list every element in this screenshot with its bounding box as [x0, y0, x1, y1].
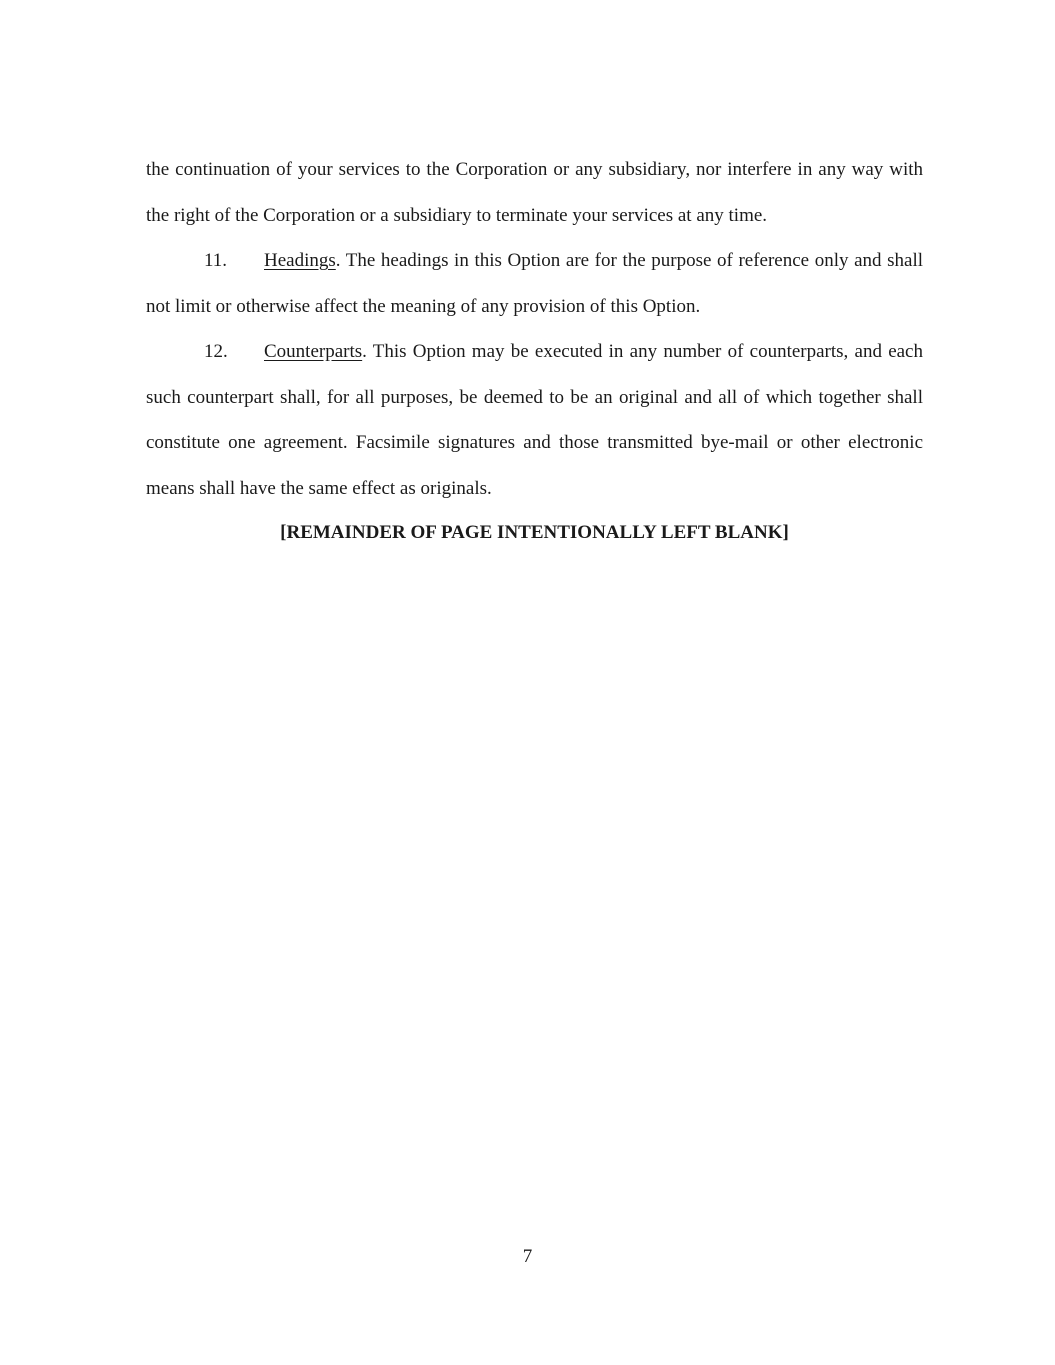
section-11-heading: Headings	[264, 250, 336, 271]
section-11-number: 11.	[204, 250, 228, 271]
page-number: 7	[522, 1246, 533, 1267]
section-12-body: . This Option may be executed in any number of counterparts, and each such counterpart shall, for all purposes, be deemed to be an original and all of which together shall constitute one agreement. Facsimile signatures and those transmitted bye-mail or other electronic means shall have the same effect as originals.	[146, 341, 923, 499]
section-11-paragraph	[146, 238, 923, 329]
continuation-paragraph: the continuation of your services to the Corporation or any subsidiary, nor interfere in any way with the right of the Corporation or a subsidiary to terminate your services at any time.	[146, 159, 923, 226]
document-body	[146, 147, 923, 511]
remainder-blank-notice: [REMAINDER OF PAGE INTENTIONALLY LEFT BLANK]	[280, 522, 789, 543]
section-12-number: 12.	[204, 341, 228, 362]
section-12-heading: Counterparts	[264, 341, 363, 362]
section-12-paragraph	[146, 329, 923, 511]
section-11-body: . The headings in this Option are for the purpose of reference only and shall not limit or otherwise affect the meaning of any provision of this Option.	[146, 250, 923, 317]
